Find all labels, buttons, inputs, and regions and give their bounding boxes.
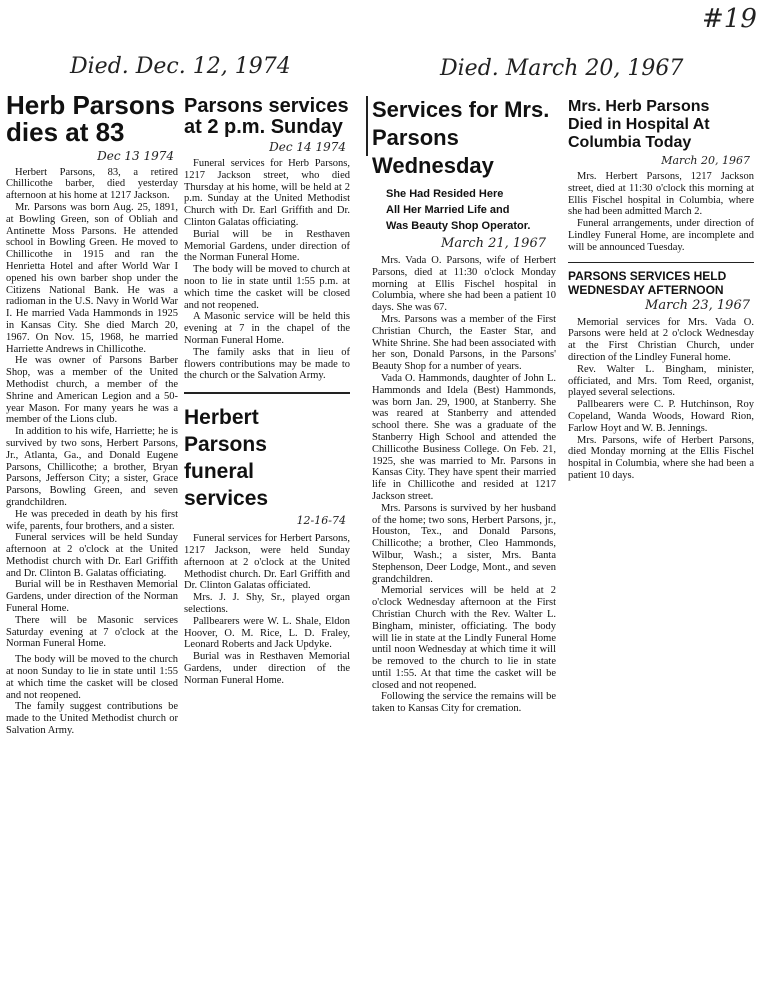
divider [568,262,754,263]
paragraph: Funeral services will be held Sunday afternoon at 2 o'clock at the United Methodist church with Dr. Earl Griffith and Dr. Clinton B. Galatas officiating. [6,532,178,579]
paragraph: The body will be moved to the church at noon Sunday to lie in state until 1:55 at which time the casket will be closed and not reopened. [6,654,178,701]
paragraph: Mrs. Herbert Parsons, 1217 Jackson street, died at 11:30 o'clock this morning at Ellis Fischel hospital in Columbia, where she had been admitted March 2. [568,171,754,218]
paragraph: Mrs. Vada O. Parsons, wife of Herbert Parsons, died at 11:30 o'clock Monday morning at Ellis Fischel hospital in Columbia, where she had been a patient 10 days. She was 67. [372,255,556,314]
paragraph: Memorial services will be held at 2 o'clock Wednesday afternoon at the First Christian Church with the Rev. Walter L. Bingham, minister, officiating. The body will lie in state at the Lindly Funeral Home until noon Wednesday at which time it will be removed to the church to lie in state until 1:55. At that time the casket will be closed and not reopened. [372,585,556,691]
headline: Mrs. Herb Parsons Died in Hospital At Columbia Today [568,98,710,151]
paragraph: Burial will be in Resthaven Memorial Gardens, under direction of the Norman Funeral Home. [184,228,350,264]
handwritten-page-number: #19 [702,4,757,34]
headline: PARSONS SERVICES HELD WEDNESDAY AFTERNOON [568,268,727,297]
paragraph: Burial will be in Resthaven Memorial Gardens, under direction of the Norman Funeral Home. [6,579,178,615]
paragraph: Mrs. J. J. Shy, Sr., played organ selections. [184,592,350,615]
article-body [568,171,754,254]
article-body [184,533,350,686]
deck-line: She Had Resided Here [386,188,504,200]
headline: Services for Mrs. Parsons Wednesday [372,97,550,178]
handwritten-note: Dec 14 1974 [269,140,346,154]
paragraph: Mr. Parsons was born Aug. 25, 1891, at Bowling Green, son of Obliah and Antinette Moss Parsons. He attended school in Bowling Green. He moved to Chillicothe in 1915 and ran the Henrietta Hotel and after World War I opened his own barber shop under the Citizens National Bank. He was a radioman in the U.S. Navy in World War I. He married Vada Hammonds in 1925 in Kansas City. She died March 20, 1967. On Nov. 15, 1968, he married Harriette Andrews in Chillicothe. [6,201,178,355]
handwritten-note: March 20, 1967 [661,154,750,167]
deck-line: Was Beauty Shop Operator. [386,220,531,232]
paragraph: The family asks that in lieu of flowers contributions may be made to the church or the Salvation Army. [184,346,350,382]
headline: Parsons services at 2 p.m. Sunday [184,95,349,138]
paragraph: A Masonic service will be held this evening at 7 in the chapel of the Norman Funeral Home. [184,311,350,346]
paragraph: Herbert Parsons, 83, a retired Chillicothe barber, died yesterday afternoon at his home at 1217 Jackson. [6,166,178,202]
paragraph: The body will be moved to church at noon to lie in state until 1:55 p.m. at which time the casket will be closed and not reopened. [184,264,350,311]
paragraph: He was preceded in death by his first wife, parents, four brothers, and a sister. [6,508,178,532]
column-2 [184,96,350,687]
paragraph: Vada O. Hammonds, daughter of John L. Hammonds and Idela (Best) Hammonds, was born Jan. 29, 1900, at Stanberry. She was reared at Stanberry and attended school there. She was a graduate of the Stanberry High School and attended the Chillicothe Business College. On Feb. 21, 1925, she was married to Mr. Parsons in Kansas City. They have spent their married life in Chillicothe and resided at 1217 Jackson street. [372,372,556,502]
paragraph: The family suggest contributions be made to the United Methodist church or Salvation Army. [6,701,178,737]
paragraph: Burial was in Resthaven Memorial Gardens, under direction of the Norman Funeral Home. [184,651,350,686]
article-mrs-died-hospital [568,98,754,254]
paragraph: Pallbearers were W. L. Shale, Eldon Hoover, O. M. Rice, L. D. Fraley, Leonard Roberts and Jack Updyke. [184,615,350,651]
column-4 [568,98,754,482]
handwritten-death-date-herb: Died. Dec. 12, 1974 [70,54,291,79]
article-parsons-services-held [568,269,754,482]
handwritten-note: March 21, 1967 [441,236,546,251]
paragraph: Funeral arrangements, under direction of Lindley Funeral Home, are incomplete and will be announced Tuesday. [568,218,754,253]
headline: Herbert Parsons funeral services [184,406,269,511]
article-body [6,167,178,737]
paragraph: Funeral services for Herbert Parsons, 1217 Jackson, were held Sunday afternoon at 2 o'clock at the United Methodist church. Dr. Earl Griffith and Dr. Clinton Galatas officiated. [184,533,350,592]
deck-line: All Her Married Life and [386,204,510,216]
paragraph: Mrs. Parsons was a member of the First Christian Church, the Easter Star, and White Shrine. She had been associated with her son, Donald Parsons, in the Parsons' Beauty Shop for a number of years. [372,313,556,373]
paragraph: Rev. Walter L. Bingham, minister, officiated, and Mrs. Tom Reed, organist, played several selections. [568,363,754,399]
article-services-mrs-parsons [372,96,556,715]
headline: Herb Parsons dies at 83 [6,90,176,148]
deck [386,186,556,234]
clipping-border [366,96,368,156]
handwritten-note: March 23, 1967 [645,297,750,313]
paragraph: He was owner of Parsons Barber Shop, was a member of the United Methodist church, a member of the Shrine and American Legion and a 50-year Mason. For many years he was a member of the Lions club. [6,355,178,426]
paragraph: Following the service the remains will be taken to Kansas City for cremation. [372,691,556,715]
article-body [184,158,350,382]
paragraph: Memorial services for Mrs. Vada O. Parsons were held at 2 o'clock Wednesday at the First Christian Church, under direction of the Lindley Funeral home. [568,316,754,363]
paragraph: There will be Masonic services Saturday evening at 7 o'clock at the Norman Funeral Home. [6,614,178,650]
article-body [372,255,556,715]
article-herbert-parsons-funeral [184,404,350,686]
paragraph: Mrs. Parsons, wife of Herbert Parsons, died Monday morning at the Ellis Fischel hospital in Columbia, where she had been a patient 10 days. [568,434,754,481]
handwritten-death-date-vada: Died. March 20, 1967 [440,56,684,81]
handwritten-note: Dec 13 1974 [97,148,174,163]
paragraph: Funeral services for Herb Parsons, 1217 Jackson street, who died Thursday at his home, will be held at 2 p.m. Sunday at the United Methodist Church with Dr. Earl Griffith and Dr. Clinton Galatas officiating. [184,158,350,228]
article-parsons-services-sunday [184,96,350,382]
divider [184,392,350,394]
paragraph: Pallbearers were C. P. Hutchinson, Roy Copeland, Wanda Woods, Howard Rion, Farlow Hoyt and W. B. Jennings. [568,399,754,434]
paragraph: In addition to his wife, Harriette; he is survived by two sons, Herbert Parsons, Jr., Atlanta, Ga., and Donald Eugene Parsons, Chillicothe; a brother, Bryan Parsons, Jefferson City; a sister, Grace Parsons, Bowling Green, and seven grandchildren. [6,426,178,508]
article-herb-parsons-dies [6,92,178,737]
paragraph: Mrs. Parsons is survived by her husband of the home; two sons, Herbert Parsons, jr., Houston, Tex., and Donald Parsons, Chillicothe; a brother, Cleo Hammonds, Wilbur, Wash.; a sister, Mrs. Banta Stephenson, Deer Lodge, Mont., and seven grandchildren. [372,502,556,585]
article-body [568,317,754,482]
handwritten-note: 12-16-74 [296,514,346,528]
